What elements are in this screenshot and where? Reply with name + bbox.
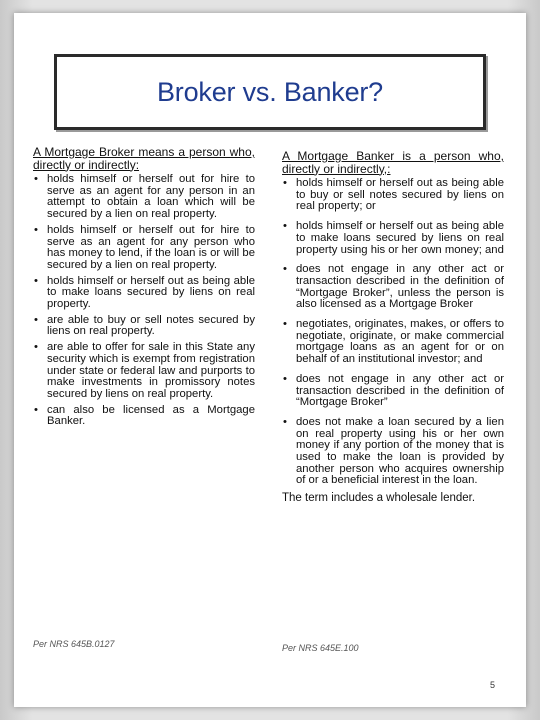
broker-citation: Per NRS 645B.0127 — [33, 639, 115, 649]
list-item: • holds himself or herself out for hire to serve as an agent for any person who has money to lend, if the loan is or will be secured by a lien on real property. — [33, 225, 255, 272]
list-item: • negotiates, originates, makes, or offers to negotiate, originate, or make commercial mortgage loans as an agent for or on behalf of an institutional investor; and — [282, 319, 504, 366]
list-item: • are able to offer for sale in this State any security which is exempt from registration under state or federal law and purports to make investments in promissory notes secured by liens on real property. — [33, 342, 255, 401]
list-item: • holds himself or herself out for hire to serve as an agent for any person in an attempt to obtain a loan which will be secured by a lien on real property. — [33, 174, 255, 221]
broker-list — [33, 174, 255, 428]
banker-intro: A Mortgage Banker is a person who, directly or indirectly,: — [282, 149, 504, 176]
list-item: • can also be licensed as a Mortgage Banker. — [33, 405, 255, 428]
slide — [14, 13, 526, 707]
broker-column — [33, 146, 255, 432]
list-item: • does not engage in any other act or transaction described in the definition of “Mortgage Broker” — [282, 374, 504, 409]
banker-list — [282, 178, 504, 487]
page-number: 5 — [490, 680, 496, 690]
banker-citation: Per NRS 645E.100 — [282, 643, 359, 653]
slide-title: Broker vs. Banker? — [157, 76, 383, 107]
title-box — [54, 54, 486, 130]
list-item: • are able to buy or sell notes secured by liens on real property. — [33, 315, 255, 338]
broker-intro: A Mortgage Broker means a person who, directly or indirectly: — [33, 145, 255, 172]
list-item: • does not engage in any other act or transaction described in the definition of “Mortgage Broker”, unless the person is also licensed as a Mortgage Broker — [282, 264, 504, 311]
list-item: • holds himself or herself out as being able to make loans secured by liens on real property. — [33, 276, 255, 311]
banker-column — [282, 150, 504, 505]
list-item: • holds himself or herself out as being able to buy or sell notes secured by liens on real property; or — [282, 178, 504, 213]
banker-tail: The term includes a wholesale lender. — [282, 492, 476, 505]
list-item: • does not make a loan secured by a lien on real property using his or her own money if any portion of the money that is used to make the loan is provided by another person who acquires ownership of or a beneficial interest in the loan. — [282, 417, 504, 487]
list-item: • holds himself or herself out as being able to make loans secured by liens on real property using his or her own money; and — [282, 221, 504, 256]
